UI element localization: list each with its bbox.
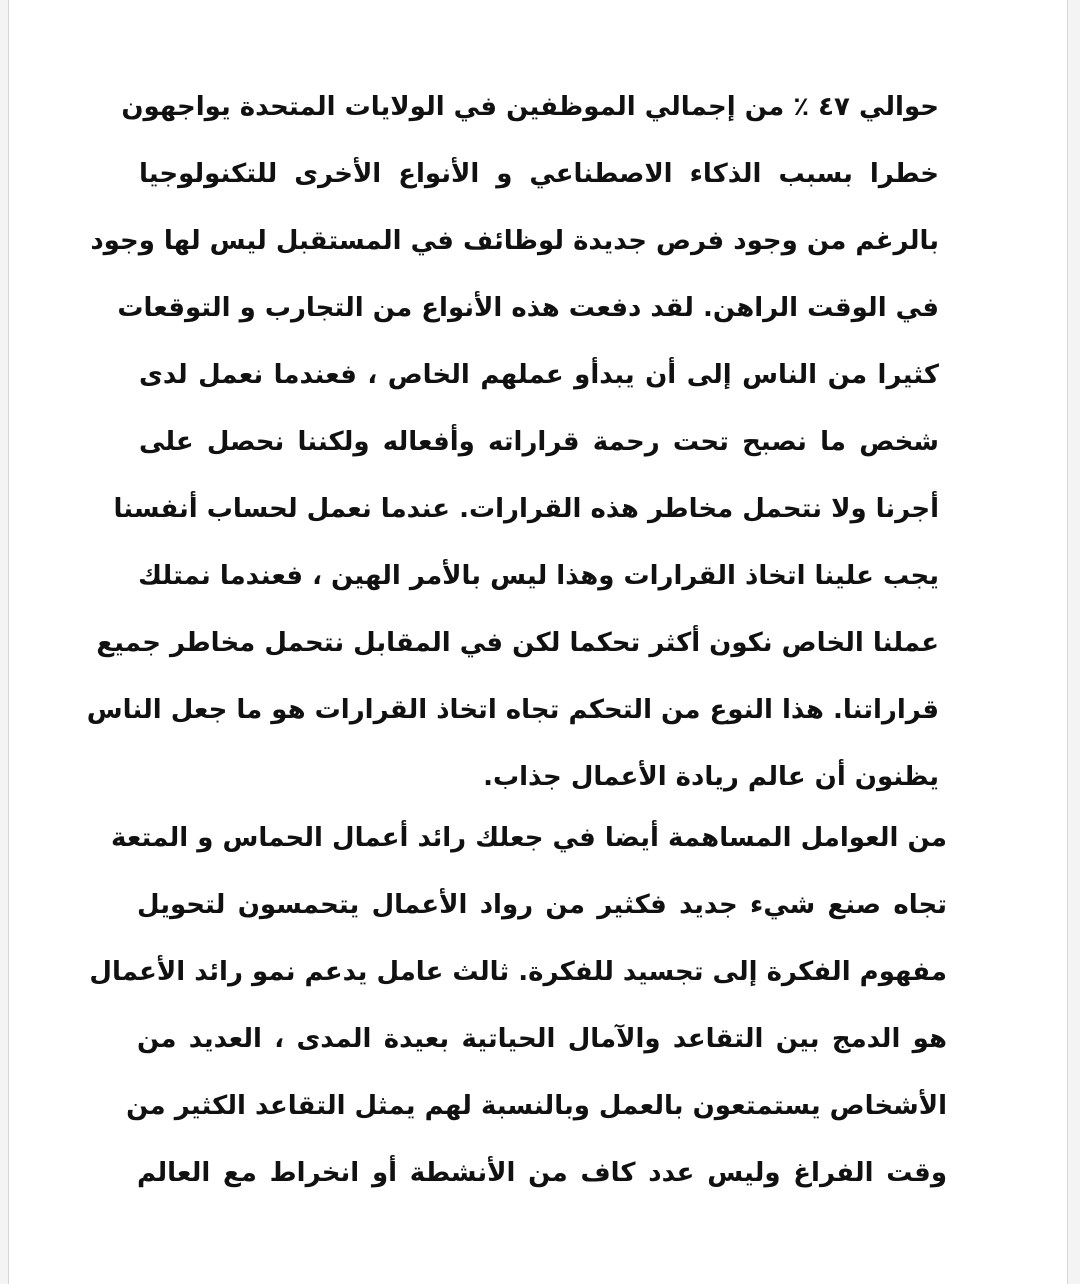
paragraph-1 [86, 74, 939, 811]
paragraph-1-line-5: كثيرا من الناس إلى أن يبدأو عملهم الخاص ، فعندما نعمل لدى [139, 360, 939, 390]
paragraph-1-line-9: عملنا الخاص نكون أكثر تحكما لكن في المقابل نتحمل مخاطر جميع [96, 628, 939, 658]
document-page [8, 0, 1068, 1284]
paragraph-1-line-6: شخص ما نصبح تحت رحمة قراراته وأفعاله ولكننا نحصل على [139, 427, 939, 457]
paragraph-2-line-1: من العوامل المساهمة أيضا في جعلك رائد أعمال الحماس و المتعة [111, 823, 947, 853]
paragraph-1-line-11: يظنون أن عالم ريادة الأعمال جذاب. [483, 762, 939, 792]
paragraph-2-line-2: تجاه صنع شيء جديد فكثير من رواد الأعمال يتحمسون لتحويل [137, 890, 947, 920]
paragraph-2-line-3: مفهوم الفكرة إلى تجسيد للفكرة. ثالث عامل يدعم نمو رائد الأعمال [89, 957, 947, 987]
paragraph-1-line-4: في الوقت الراهن. لقد دفعت هذه الأنواع من التجارب و التوقعات [117, 293, 939, 323]
paragraph-2-line-6: وقت الفراغ وليس عدد كاف من الأنشطة أو انخراط مع العالم [137, 1158, 947, 1188]
paragraph-2-line-5: الأشخاص يستمتعون بالعمل وبالنسبة لهم يمثل التقاعد الكثير من [126, 1091, 947, 1121]
paragraph-1-line-2: خطرا بسبب الذكاء الاصطناعي و الأنواع الأخرى للتكنولوجيا [139, 159, 939, 189]
paragraph-1-line-10: قراراتنا. هذا النوع من التحكم تجاه اتخاذ القرارات هو ما جعل الناس [86, 695, 939, 725]
paragraph-1-line-7: أجرنا ولا نتحمل مخاطر هذه القرارات. عندما نعمل لحساب أنفسنا [113, 494, 939, 524]
paragraph-1-line-1: حوالي ٤٧ ٪ من إجمالي الموظفين في الولايات المتحدة يواجهون [121, 92, 939, 122]
paragraph-2-line-4: هو الدمج بين التقاعد والآمال الحياتية بعيدة المدى ، العديد من [137, 1024, 947, 1054]
paragraph-1-line-8: يجب علينا اتخاذ القرارات وهذا ليس بالأمر الهين ، فعندما نمتلك [138, 561, 939, 591]
paragraph-2 [89, 805, 947, 1207]
paragraph-1-line-3: بالرغم من وجود فرص جديدة لوظائف في المستقبل ليس لها وجود [90, 226, 939, 256]
